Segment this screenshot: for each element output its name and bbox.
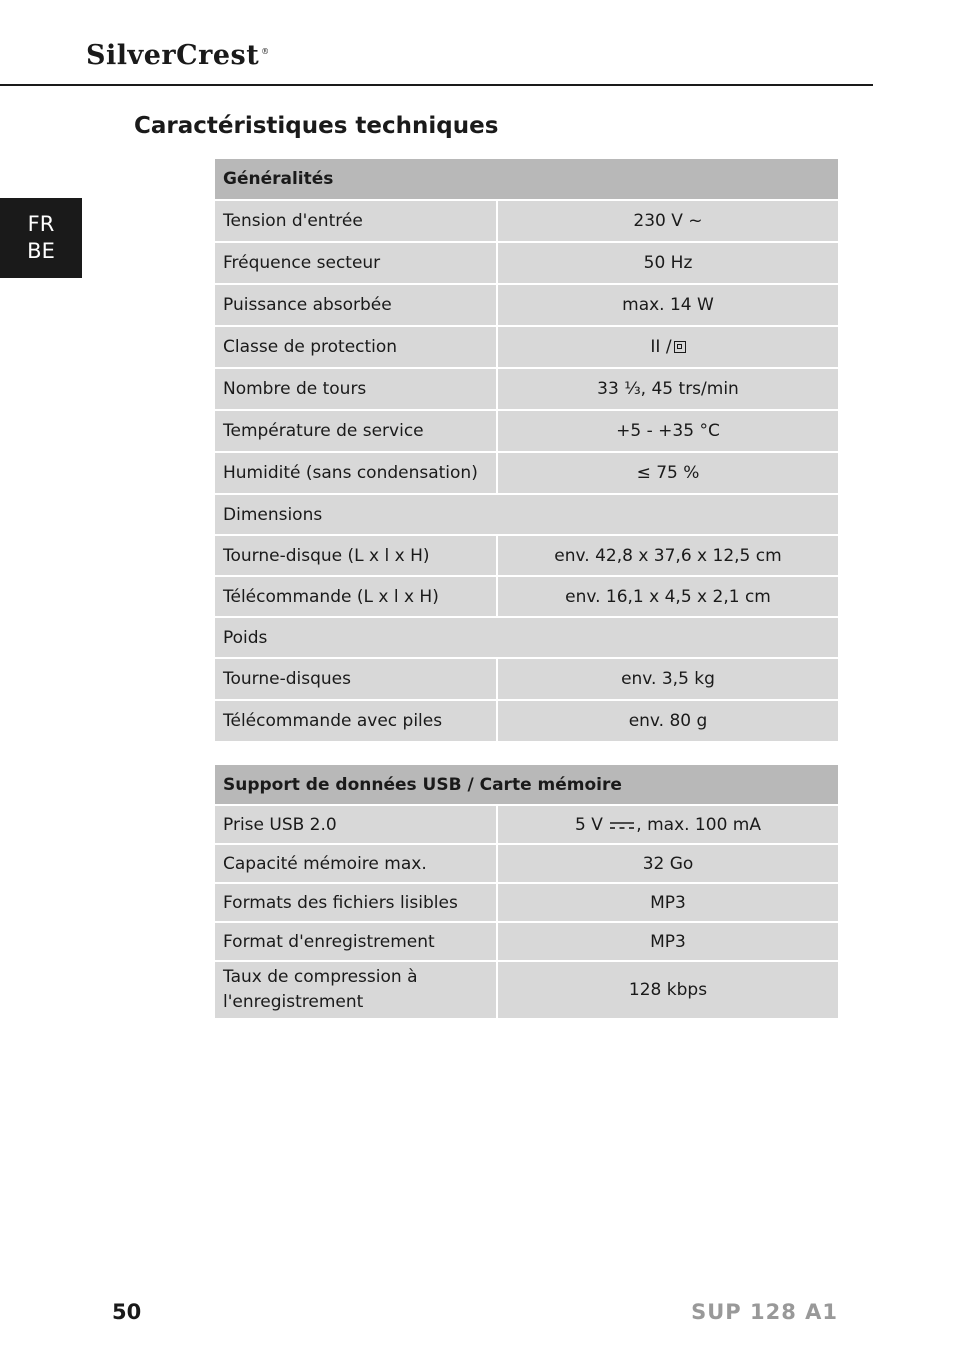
table-header-row: [214, 158, 839, 200]
model-code: SUP 128 A1: [691, 1300, 838, 1324]
table-row: [214, 200, 839, 242]
spec-value-cell: [497, 326, 839, 368]
table-row: [214, 700, 839, 742]
table-section-row: [214, 617, 839, 658]
spec-value: env. 80 g: [497, 700, 839, 742]
general-specs-table: [213, 157, 840, 743]
page-title: Caractéristiques techniques: [134, 113, 499, 139]
table-header: Support de données USB / Carte mémoire: [214, 764, 839, 805]
table-section-row: [214, 494, 839, 535]
table-row: [214, 452, 839, 494]
spec-value: env. 42,8 x 37,6 x 12,5 cm: [497, 535, 839, 576]
table-row: [214, 658, 839, 700]
spec-label: Puissance absorbée: [214, 284, 497, 326]
spec-value: 50 Hz: [497, 242, 839, 284]
spec-label: Télécommande (L x l x H): [214, 576, 497, 617]
spec-value: env. 3,5 kg: [497, 658, 839, 700]
spec-value: +5 - +35 °C: [497, 410, 839, 452]
spec-value: ≤ 75 %: [497, 452, 839, 494]
spec-value-prefix: 5 V: [575, 814, 603, 835]
table-row: [214, 410, 839, 452]
registered-mark: ®: [261, 47, 270, 56]
spec-label: Température de service: [214, 410, 497, 452]
spec-value: 128 kbps: [497, 961, 839, 1019]
table-row: [214, 883, 839, 922]
table-header: Généralités: [214, 158, 839, 200]
brand-logo: [86, 40, 270, 71]
table-row: [214, 576, 839, 617]
table-row: [214, 805, 839, 844]
spec-label: Format d'enregistrement: [214, 922, 497, 961]
table-row: [214, 242, 839, 284]
spec-label: Prise USB 2.0: [214, 805, 497, 844]
table-row: [214, 326, 839, 368]
table-row: [214, 535, 839, 576]
spec-label: Humidité (sans condensation): [214, 452, 497, 494]
spec-value-cell: [497, 805, 839, 844]
spec-label: Tension d'entrée: [214, 200, 497, 242]
table-row: [214, 922, 839, 961]
spec-value: max. 14 W: [497, 284, 839, 326]
spec-value: 33 ⅓, 45 trs/min: [497, 368, 839, 410]
spec-value: MP3: [497, 922, 839, 961]
spec-value-suffix: , max. 100 mA: [636, 814, 761, 835]
spec-value: 32 Go: [497, 844, 839, 883]
spec-value: env. 16,1 x 4,5 x 2,1 cm: [497, 576, 839, 617]
spec-label: Tourne-disques: [214, 658, 497, 700]
spec-value: 230 V ~: [497, 200, 839, 242]
header-rule: [0, 84, 873, 86]
spec-label: Capacité mémoire max.: [214, 844, 497, 883]
spec-value: MP3: [497, 883, 839, 922]
spec-label: Nombre de tours: [214, 368, 497, 410]
spec-value: II /: [650, 337, 672, 357]
spec-label: Tourne-disque (L x l x H): [214, 535, 497, 576]
spec-label: Fréquence secteur: [214, 242, 497, 284]
spec-label: Télécommande avec piles: [214, 700, 497, 742]
language-tab: [0, 198, 82, 278]
direct-current-icon: [609, 820, 635, 830]
language-code-be: BE: [27, 239, 55, 263]
language-code-fr: FR: [27, 212, 55, 236]
page-number: 50: [112, 1300, 142, 1324]
table-row: [214, 961, 839, 1019]
section-label-weight: Poids: [214, 617, 839, 658]
table-header-row: [214, 764, 839, 805]
spec-label: Taux de compression à l'enregistrement: [214, 961, 497, 1019]
usb-specs-table: [213, 763, 840, 1020]
spec-label: Formats des fichiers lisibles: [214, 883, 497, 922]
table-row: [214, 284, 839, 326]
class-ii-double-square-icon: [674, 341, 686, 353]
section-label-dimensions: Dimensions: [214, 494, 839, 535]
table-row: [214, 844, 839, 883]
spec-label: Classe de protection: [214, 326, 497, 368]
brand-name: SilverCrest: [86, 40, 260, 71]
table-row: [214, 368, 839, 410]
